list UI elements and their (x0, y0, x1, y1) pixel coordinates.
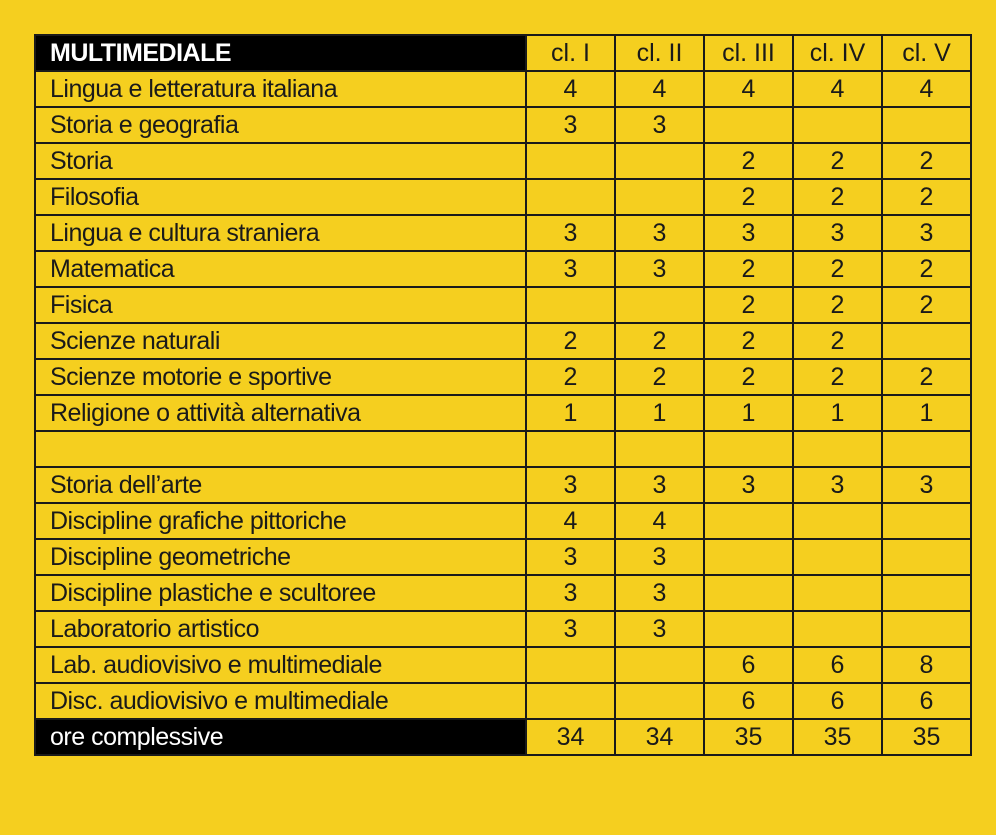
subject-name: Matematica (35, 251, 526, 287)
subject-name: Discipline grafiche pittoriche (35, 503, 526, 539)
total-row (35, 719, 971, 755)
subject-name: Fisica (35, 287, 526, 323)
total-value: 34 (615, 719, 704, 755)
hours-value: 3 (526, 467, 615, 503)
hours-value: 2 (526, 323, 615, 359)
subject-name: Lingua e letteratura italiana (35, 71, 526, 107)
table-row (35, 467, 971, 503)
table-row (35, 359, 971, 395)
hours-value (526, 647, 615, 683)
hours-value: 1 (882, 395, 971, 431)
subject-name: Filosofia (35, 179, 526, 215)
hours-value: 2 (793, 179, 882, 215)
hours-value: 2 (704, 359, 793, 395)
hours-value: 1 (793, 395, 882, 431)
hours-value (793, 611, 882, 647)
hours-value: 3 (526, 539, 615, 575)
hours-value (526, 287, 615, 323)
hours-value (704, 431, 793, 467)
hours-value: 2 (526, 359, 615, 395)
hours-value: 3 (615, 575, 704, 611)
subject-name: Storia dell’arte (35, 467, 526, 503)
table-title: MULTIMEDIALE (35, 35, 526, 71)
hours-value (793, 539, 882, 575)
hours-value: 4 (793, 71, 882, 107)
table-row (35, 431, 971, 467)
hours-value: 2 (882, 179, 971, 215)
table-row (35, 575, 971, 611)
hours-value (882, 431, 971, 467)
hours-value: 2 (704, 287, 793, 323)
hours-value (704, 539, 793, 575)
hours-value (615, 431, 704, 467)
hours-value: 3 (615, 467, 704, 503)
hours-value: 6 (882, 683, 971, 719)
hours-value: 3 (526, 611, 615, 647)
hours-value: 2 (882, 251, 971, 287)
hours-value: 2 (793, 287, 882, 323)
table-row (35, 323, 971, 359)
hours-value: 2 (793, 359, 882, 395)
class-header: cl. III (704, 35, 793, 71)
hours-value: 3 (882, 215, 971, 251)
hours-value (704, 611, 793, 647)
hours-value: 2 (704, 251, 793, 287)
total-value: 35 (793, 719, 882, 755)
hours-value: 2 (882, 359, 971, 395)
hours-value: 2 (615, 323, 704, 359)
subject-name: Disc. audiovisivo e multimediale (35, 683, 526, 719)
hours-value: 3 (793, 215, 882, 251)
hours-value (793, 107, 882, 143)
hours-value: 3 (526, 251, 615, 287)
hours-value (882, 503, 971, 539)
class-header: cl. I (526, 35, 615, 71)
hours-value: 3 (615, 251, 704, 287)
total-value: 34 (526, 719, 615, 755)
subject-name: Storia (35, 143, 526, 179)
hours-value (615, 647, 704, 683)
table-row (35, 611, 971, 647)
hours-value: 2 (882, 143, 971, 179)
hours-value: 3 (793, 467, 882, 503)
header-row (35, 35, 971, 71)
total-value: 35 (882, 719, 971, 755)
hours-value (526, 143, 615, 179)
subject-name: Scienze motorie e sportive (35, 359, 526, 395)
hours-value (615, 143, 704, 179)
hours-value: 4 (526, 503, 615, 539)
hours-value (882, 107, 971, 143)
hours-value: 6 (704, 647, 793, 683)
subject-name: Storia e geografia (35, 107, 526, 143)
subject-name: Lab. audiovisivo e multimediale (35, 647, 526, 683)
subject-name: Discipline plastiche e scultoree (35, 575, 526, 611)
hours-value: 3 (615, 215, 704, 251)
hours-value (526, 683, 615, 719)
hours-value (704, 575, 793, 611)
hours-value (793, 575, 882, 611)
hours-value: 2 (793, 143, 882, 179)
subject-name: Laboratorio artistico (35, 611, 526, 647)
table-row (35, 647, 971, 683)
table-row (35, 215, 971, 251)
hours-value (793, 431, 882, 467)
table-row (35, 395, 971, 431)
hours-value: 4 (526, 71, 615, 107)
hours-value (615, 179, 704, 215)
hours-value: 2 (615, 359, 704, 395)
hours-value: 3 (704, 467, 793, 503)
hours-value (882, 575, 971, 611)
table-row (35, 179, 971, 215)
hours-value: 3 (526, 215, 615, 251)
hours-value (793, 503, 882, 539)
hours-value: 6 (704, 683, 793, 719)
hours-value (882, 539, 971, 575)
hours-value: 4 (704, 71, 793, 107)
table-row (35, 287, 971, 323)
total-label: ore complessive (35, 719, 526, 755)
hours-value (526, 431, 615, 467)
hours-value: 6 (793, 647, 882, 683)
hours-value: 2 (704, 179, 793, 215)
hours-value: 2 (882, 287, 971, 323)
table-row (35, 143, 971, 179)
hours-value: 3 (526, 575, 615, 611)
total-value: 35 (704, 719, 793, 755)
hours-value (615, 287, 704, 323)
class-header: cl. V (882, 35, 971, 71)
table-row (35, 71, 971, 107)
hours-value: 3 (526, 107, 615, 143)
table-row (35, 251, 971, 287)
hours-value: 2 (704, 323, 793, 359)
table-row (35, 503, 971, 539)
subject-name: Religione o attività alternativa (35, 395, 526, 431)
subject-name: Scienze naturali (35, 323, 526, 359)
class-header: cl. IV (793, 35, 882, 71)
hours-value: 3 (615, 611, 704, 647)
subject-name (35, 431, 526, 467)
hours-value: 8 (882, 647, 971, 683)
table-row (35, 683, 971, 719)
hours-value: 2 (793, 251, 882, 287)
subject-name: Discipline geometriche (35, 539, 526, 575)
hours-value: 4 (882, 71, 971, 107)
hours-value (882, 323, 971, 359)
hours-value: 2 (704, 143, 793, 179)
hours-value: 1 (526, 395, 615, 431)
hours-value (704, 107, 793, 143)
subject-name: Lingua e cultura straniera (35, 215, 526, 251)
hours-table (34, 34, 972, 756)
hours-value (882, 611, 971, 647)
hours-value: 3 (882, 467, 971, 503)
hours-value: 4 (615, 71, 704, 107)
hours-value: 1 (704, 395, 793, 431)
table-row (35, 107, 971, 143)
hours-value: 3 (615, 107, 704, 143)
hours-value: 3 (615, 539, 704, 575)
hours-value (615, 683, 704, 719)
hours-value: 6 (793, 683, 882, 719)
hours-value: 4 (615, 503, 704, 539)
table-row (35, 539, 971, 575)
class-header: cl. II (615, 35, 704, 71)
hours-value: 2 (793, 323, 882, 359)
hours-value (704, 503, 793, 539)
hours-value: 3 (704, 215, 793, 251)
hours-value (526, 179, 615, 215)
hours-value: 1 (615, 395, 704, 431)
